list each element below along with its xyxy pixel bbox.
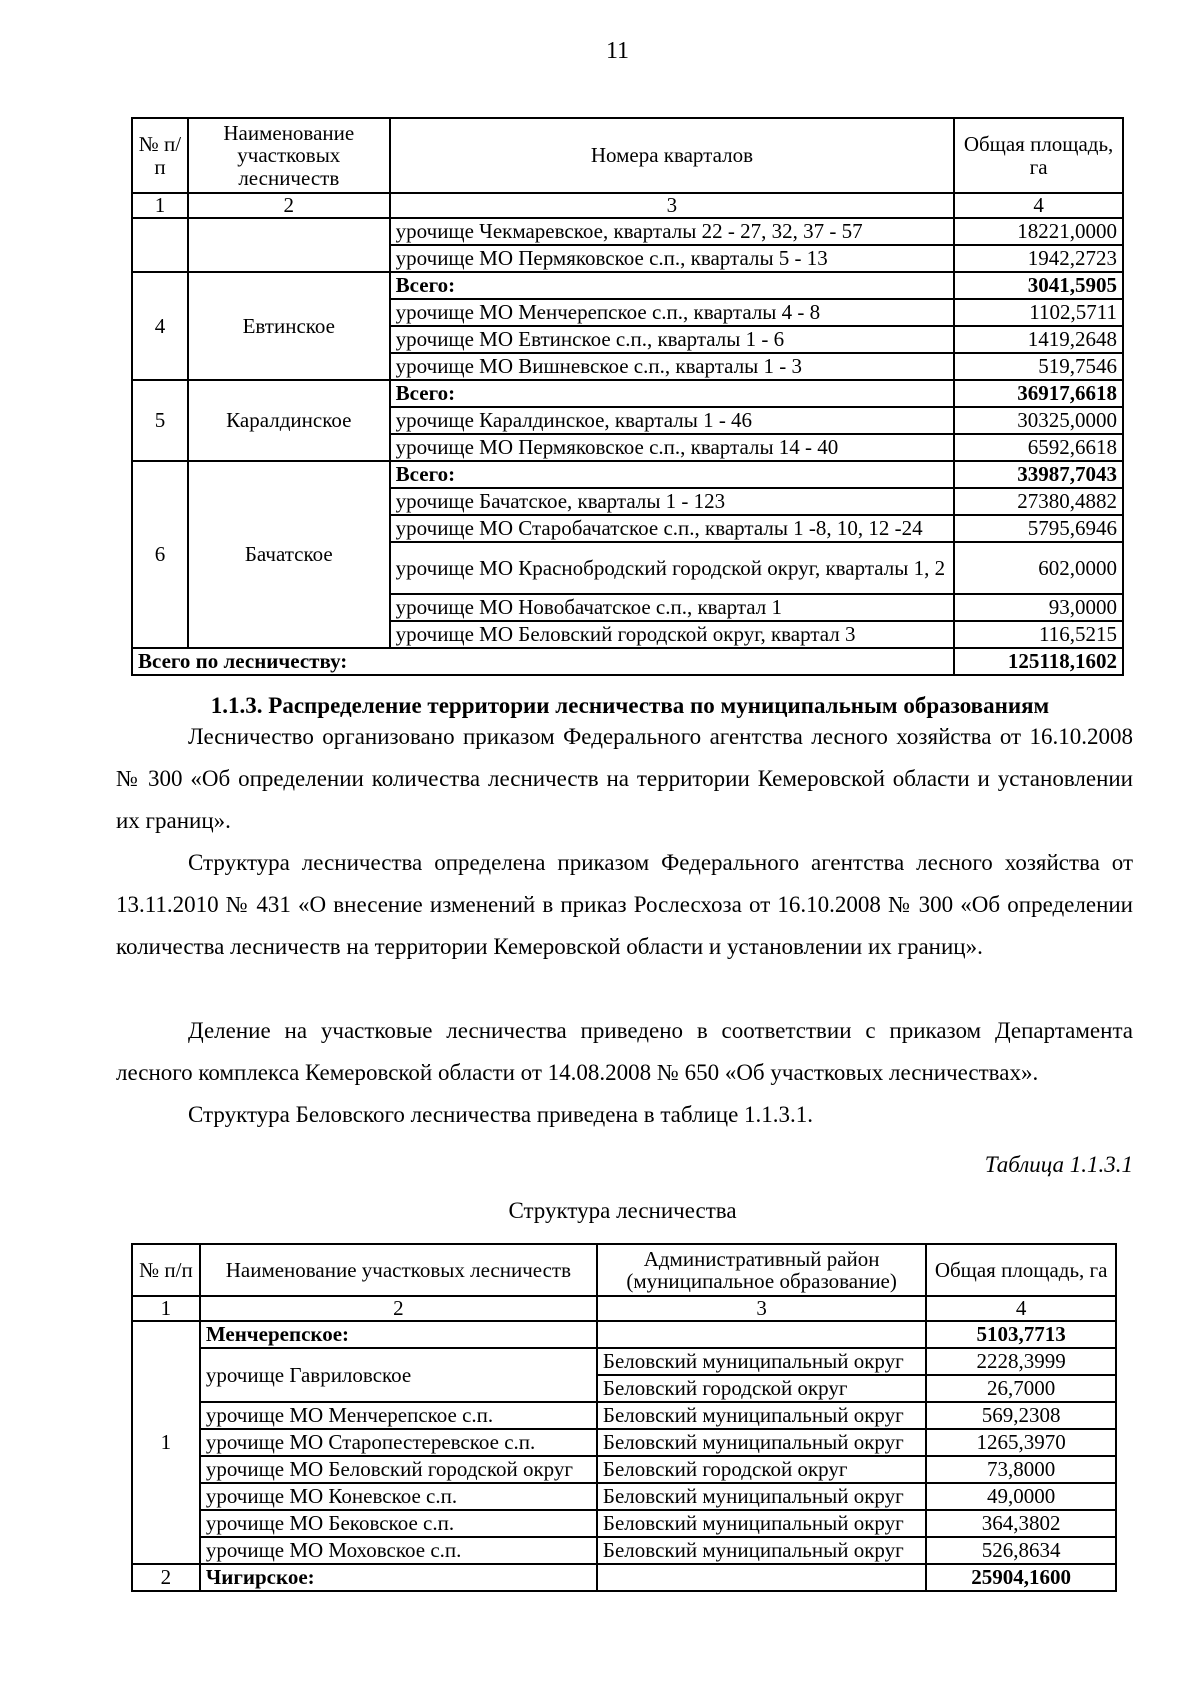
col-number: 3 — [390, 193, 954, 218]
col-number: 2 — [200, 1296, 597, 1321]
quarters-cell: урочище МО Менчерепское с.п., кварталы 4 - 8 — [390, 299, 954, 326]
subtotal-area: 3041,5905 — [954, 272, 1123, 299]
empty-cell — [188, 218, 390, 272]
empty-cell — [597, 1564, 926, 1591]
area-cell: 569,2308 — [926, 1402, 1116, 1429]
empty-cell — [597, 1321, 926, 1348]
row-number: 5 — [132, 380, 188, 461]
total-area: 125118,1602 — [954, 648, 1123, 675]
row-number: 2 — [132, 1564, 200, 1591]
district-cell: Беловский городской округ — [597, 1375, 926, 1402]
total-label: Всего по лесничеству: — [132, 648, 954, 675]
page-number: 11 — [605, 38, 630, 64]
table-row — [132, 461, 1123, 488]
district-cell: Беловский городской округ — [597, 1456, 926, 1483]
table-row — [132, 1429, 1116, 1456]
area-cell: 526,8634 — [926, 1537, 1116, 1564]
section-heading: 1.1.3. Распределение территории лесничества по муниципальным образованиям — [210, 693, 1050, 718]
subtotal-area: 25904,1600 — [926, 1564, 1116, 1591]
subtotal-label: Всего: — [390, 272, 954, 299]
row-number: 1 — [132, 1321, 200, 1564]
area-cell: 364,3802 — [926, 1510, 1116, 1537]
table-row — [132, 1321, 1116, 1348]
area-cell: 116,5215 — [954, 621, 1123, 648]
header-total-area: Общая площадь, га — [926, 1244, 1116, 1296]
header-quarters: Номера кварталов — [390, 118, 954, 193]
tract-name: урочище МО Коневское с.п. — [200, 1483, 597, 1510]
tract-name: урочище МО Беловский городской округ — [200, 1456, 597, 1483]
header-number: № п/п — [132, 118, 188, 193]
table-row — [132, 1456, 1116, 1483]
district-cell: Беловский муниципальный округ — [597, 1429, 926, 1456]
area-cell: 6592,6618 — [954, 434, 1123, 461]
paragraph: Структура Беловского лесничества приведена в таблице 1.1.3.1. — [188, 1102, 814, 1127]
row-number: 6 — [132, 461, 188, 648]
empty-cell — [132, 218, 188, 272]
area-cell: 93,0000 — [954, 594, 1123, 621]
table-header-row — [132, 118, 1123, 193]
area-cell: 1419,2648 — [954, 326, 1123, 353]
column-number-row — [132, 193, 1123, 218]
table-row — [132, 380, 1123, 407]
header-total-area: Общая площадь, га — [954, 118, 1123, 193]
table-row — [132, 272, 1123, 299]
forestry-name: Менчерепское: — [200, 1321, 597, 1348]
district-cell: Беловский муниципальный округ — [597, 1537, 926, 1564]
subtotal-area: 33987,7043 — [954, 461, 1123, 488]
forestry-name: Каралдинское — [188, 380, 390, 461]
quarters-cell: урочище МО Новобачатское с.п., квартал 1 — [390, 594, 954, 621]
area-cell: 5795,6946 — [954, 515, 1123, 542]
paragraph: Деление на участковые лесничества приведено в соответствии с приказом Департамента лесного комплекса Кемеровской области от 14.08.2008 № 650 «Об участковых лесничествах». — [116, 1018, 1133, 1085]
col-number: 4 — [926, 1296, 1116, 1321]
tract-name: урочище МО Старопестеревское с.п. — [200, 1429, 597, 1456]
col-number: 3 — [597, 1296, 926, 1321]
area-cell: 1265,3970 — [926, 1429, 1116, 1456]
district-cell: Беловский муниципальный округ — [597, 1402, 926, 1429]
forest-quarters-table — [131, 117, 1124, 676]
quarters-cell: урочище МО Краснобродский городской округ, кварталы 1, 2 — [390, 542, 954, 594]
table-row — [132, 1564, 1116, 1591]
quarters-cell: урочище Каралдинское, кварталы 1 - 46 — [390, 407, 954, 434]
table-row — [132, 1348, 1116, 1375]
forestry-name: Бачатское — [188, 461, 390, 648]
table-row — [132, 1510, 1116, 1537]
area-cell: 1942,2723 — [954, 245, 1123, 272]
district-cell: Беловский муниципальный округ — [597, 1510, 926, 1537]
table-row — [132, 218, 1123, 245]
area-cell: 18221,0000 — [954, 218, 1123, 245]
forestry-name: Евтинское — [188, 272, 390, 380]
table-label: Таблица 1.1.3.1 — [984, 1152, 1133, 1177]
area-cell: 602,0000 — [954, 542, 1123, 594]
col-number: 4 — [954, 193, 1123, 218]
subtotal-label: Всего: — [390, 461, 954, 488]
quarters-cell: урочище МО Вишневское с.п., кварталы 1 - 3 — [390, 353, 954, 380]
col-number: 1 — [132, 193, 188, 218]
tract-name: урочище Гавриловское — [200, 1348, 597, 1402]
subtotal-area: 5103,7713 — [926, 1321, 1116, 1348]
header-forestry-name: Наименование участковых лесничеств — [188, 118, 390, 193]
row-number: 4 — [132, 272, 188, 380]
subtotal-label: Всего: — [390, 380, 954, 407]
subtotal-area: 36917,6618 — [954, 380, 1123, 407]
header-district: Административный район (муниципальное образование) — [597, 1244, 926, 1296]
quarters-cell: урочище Чекмаревское, кварталы 22 - 27, 32, 37 - 57 — [390, 218, 954, 245]
col-number: 2 — [188, 193, 390, 218]
area-cell: 49,0000 — [926, 1483, 1116, 1510]
district-cell: Беловский муниципальный округ — [597, 1483, 926, 1510]
header-number: № п/п — [132, 1244, 200, 1296]
paragraph: Лесничество организовано приказом Федерального агентства лесного хозяйства от 16.10.2008 № 300 «Об определении количества лесничеств на территории Кемеровской области и установлении их границ». — [116, 724, 1133, 833]
area-cell: 30325,0000 — [954, 407, 1123, 434]
total-row — [132, 648, 1123, 675]
quarters-cell: урочище МО Пермяковское с.п., кварталы 5 - 13 — [390, 245, 954, 272]
table-row — [132, 1537, 1116, 1564]
tract-name: урочище МО Менчерепское с.п. — [200, 1402, 597, 1429]
area-cell: 2228,3999 — [926, 1348, 1116, 1375]
tract-name: урочище МО Моховское с.п. — [200, 1537, 597, 1564]
table-row — [132, 1402, 1116, 1429]
header-forestry-name: Наименование участковых лесничеств — [200, 1244, 597, 1296]
paragraph: Структура лесничества определена приказом Федерального агентства лесного хозяйства от 13.11.2010 № 431 «О внесение изменений в приказ Рослесхоза от 16.10.2008 № 300 «Об определении количества лесничеств на территории Кемеровской области и установлении их границ». — [116, 850, 1133, 959]
quarters-cell: урочище МО Беловский городской округ, квартал 3 — [390, 621, 954, 648]
area-cell: 519,7546 — [954, 353, 1123, 380]
area-cell: 1102,5711 — [954, 299, 1123, 326]
col-number: 1 — [132, 1296, 200, 1321]
table-title: Структура лесничества — [508, 1198, 737, 1223]
area-cell: 73,8000 — [926, 1456, 1116, 1483]
forestry-name: Чигирское: — [200, 1564, 597, 1591]
quarters-cell: урочище МО Евтинское с.п., кварталы 1 - 6 — [390, 326, 954, 353]
table-header-row — [132, 1244, 1116, 1296]
table-row — [132, 1483, 1116, 1510]
column-number-row — [132, 1296, 1116, 1321]
quarters-cell: урочище МО Старобачатское с.п., кварталы 1 -8, 10, 12 -24 — [390, 515, 954, 542]
area-cell: 26,7000 — [926, 1375, 1116, 1402]
tract-name: урочище МО Бековское с.п. — [200, 1510, 597, 1537]
forestry-structure-table — [131, 1243, 1117, 1592]
quarters-cell: урочище Бачатское, кварталы 1 - 123 — [390, 488, 954, 515]
district-cell: Беловский муниципальный округ — [597, 1348, 926, 1375]
quarters-cell: урочище МО Пермяковское с.п., кварталы 14 - 40 — [390, 434, 954, 461]
area-cell: 27380,4882 — [954, 488, 1123, 515]
